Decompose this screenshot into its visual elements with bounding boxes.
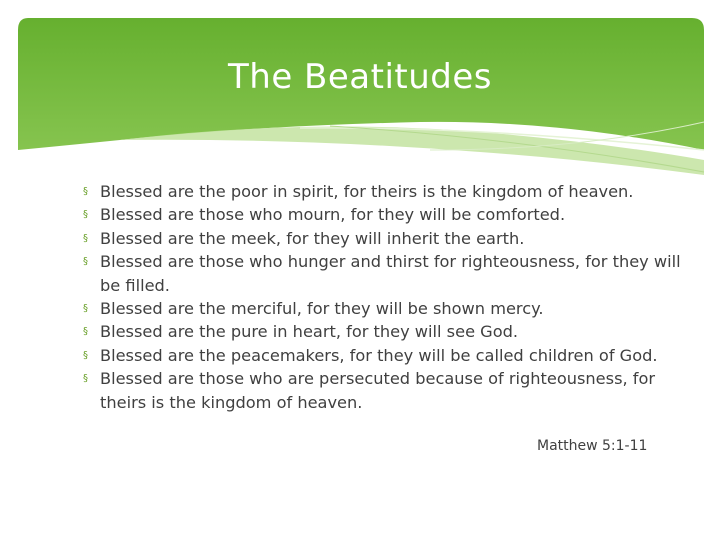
list-item-text: Blessed are the poor in spirit, for theirs is the kingdom of heaven. (100, 182, 634, 201)
list-item (80, 180, 690, 203)
list-item-text: Blessed are those who are persecuted because of righteousness, for theirs is the kingdom of heaven. (100, 369, 656, 412)
list-item (80, 227, 690, 250)
list-item-text: Blessed are those who mourn, for they will be comforted. (100, 205, 566, 225)
slide-title: The Beatitudes (228, 57, 492, 97)
bullet-icon: § (83, 349, 88, 361)
list-item (80, 203, 690, 226)
scripture-citation: Matthew 5:1-11 (537, 438, 648, 454)
beatitudes-list (80, 180, 690, 414)
list-item-text: Blessed are the peacemakers, for they will be called children of God. (100, 345, 658, 365)
bullet-icon: § (83, 186, 88, 197)
bullet-icon: § (83, 373, 88, 385)
list-item (80, 344, 690, 367)
list-item-text: Blessed are the pure in heart, for they will see God. (100, 322, 519, 342)
header-band (0, 0, 720, 200)
list-item (80, 250, 690, 297)
bullet-icon: § (83, 232, 88, 244)
bullet-icon: § (83, 256, 88, 268)
list-item (80, 320, 690, 343)
list-item (80, 297, 690, 320)
bullet-icon: § (83, 303, 88, 315)
list-item (80, 367, 690, 414)
list-item-text: Blessed are the meek, for they will inherit the earth. (100, 228, 525, 248)
list-item-text: Blessed are the merciful, for they will be shown mercy. (100, 299, 544, 319)
bullet-icon: § (83, 209, 88, 221)
bullet-icon: § (83, 326, 88, 338)
list-item-text: Blessed are those who hunger and thirst for righteousness, for they will be filled. (100, 252, 681, 295)
